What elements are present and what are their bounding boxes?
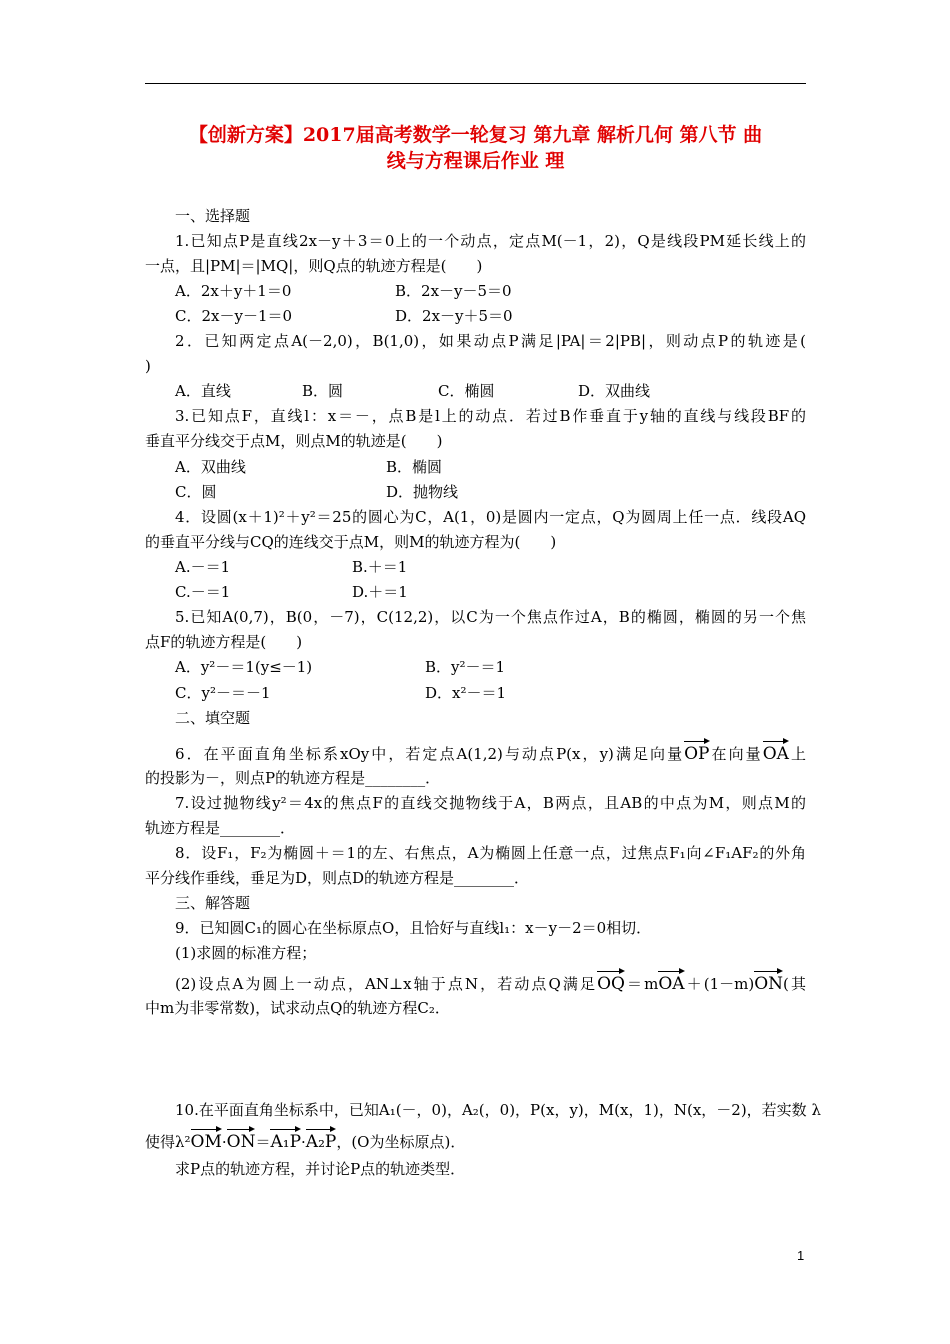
q3-option-a: A．双曲线 [175, 458, 246, 476]
q6-text-post: 上 [788, 745, 806, 763]
q2-line-1: 2．已知两定点A(－2,0)，B(1,0)，如果动点P满足|PA|＝2|PB|，则动点P的轨迹是( [175, 332, 806, 350]
q9-line-3: 中m为非零常数)，试求动点Q的轨迹方程C₂． [145, 999, 450, 1017]
q10-line-1: 10.在平面直角坐标系中，已知A₁(－，0)，A₂(，0)，P(x，y)，M(x，1)，N(x，－2)，若实数 λ [175, 1101, 821, 1119]
q4-option-d: D.＋＝1 [352, 583, 408, 601]
q10-line-3: 求P点的轨迹方程，并讨论P点的轨迹类型． [175, 1160, 466, 1178]
q9-text-pre: (2)设点A为圆上一动点，AN⊥x轴于点N，若动点Q满足 [175, 975, 598, 993]
q2-option-b: B．圆 [302, 382, 344, 400]
q2-line-2: ) [145, 357, 151, 375]
vector-on: ON [227, 1127, 256, 1154]
q5-option-a: A．y²－＝1(y≤－1) [175, 658, 313, 676]
q1-option-d: D．2x－y＋5＝0 [395, 307, 513, 325]
q8-line-2: 平分线作垂线，垂足为D，则点D的轨迹方程是________． [145, 869, 530, 887]
q6-line-2: 的投影为－，则点P的轨迹方程是________． [145, 769, 441, 787]
q1-line-1: 1.已知点P是直线2x－y＋3＝0上的一个动点，定点M(－1，2)，Q是线段PM延长线上的 [175, 232, 806, 250]
vector-oq: OQ [597, 969, 625, 996]
vector-a2p: A₂P [306, 1127, 337, 1154]
q1-option-c: C．2x－y－1＝0 [175, 307, 293, 325]
q4-option-c: C.－＝1 [175, 583, 231, 601]
page-number: 1 [797, 1248, 805, 1263]
q4-option-a: A.－＝1 [175, 558, 231, 576]
q4-line-1: 4．设圆(x＋1)²＋y²＝25的圆心为C，A(1，0)是圆内一定点，Q为圆周上任一点．线段AQ [175, 508, 806, 526]
q5-option-b: B．y²－＝1 [425, 658, 506, 676]
q2-option-d: D．双曲线 [578, 382, 651, 400]
q2-option-a: A．直线 [175, 382, 231, 400]
vector-oa: OA [763, 739, 789, 766]
q9-line-1: 9．已知圆C₁的圆心在坐标原点O，且恰好与直线l₁：x－y－2＝0相切． [175, 919, 652, 937]
q10-text-pre: 使得λ² [145, 1133, 191, 1151]
document-title [145, 122, 806, 174]
q9-text-eq: ＝m [624, 975, 659, 993]
q4-option-b: B.＋＝1 [352, 558, 408, 576]
q3-option-c: C．圆 [175, 483, 217, 501]
q1-option-a: A．2x＋y＋1＝0 [175, 282, 292, 300]
q9-text-plus: ＋(1－m) [684, 975, 755, 993]
q9-part-1: (1)求圆的标准方程； [175, 944, 317, 962]
q7-line-2: 轨迹方程是________． [145, 819, 296, 837]
q3-option-b: B．椭圆 [386, 458, 443, 476]
vector-oa: OA [658, 969, 684, 996]
q10-dot-1: · [221, 1133, 227, 1151]
vector-on: ON [754, 969, 783, 996]
q6-line-1 [145, 739, 806, 766]
q5-option-c: C．y²－＝－1 [175, 684, 271, 702]
section-heading-answer: 三、解答题 [175, 894, 251, 912]
section-heading-choice: 一、选择题 [175, 207, 251, 225]
q3-option-d: D．抛物线 [386, 483, 459, 501]
title-line-2: 线与方程课后作业 理 [386, 150, 565, 172]
title-line-1: 【创新方案】2017届高考数学一轮复习 第九章 解析几何 第八节 曲 [188, 124, 763, 146]
q9-text-post: (其 [783, 975, 806, 993]
vector-om: OM [191, 1127, 222, 1154]
q2-option-c: C．椭圆 [438, 382, 495, 400]
q4-line-2: 的垂直平分线与CQ的连线交于点M，则M的轨迹方程为( ) [145, 533, 557, 551]
q3-line-2: 垂直平分线交于点M，则点M的轨迹是( ) [145, 432, 443, 450]
q10-dot-2: · [301, 1133, 306, 1151]
header-rule [145, 83, 806, 84]
q1-line-2: 一点，且|PM|＝|MQ|，则Q点的轨迹方程是( ) [145, 257, 483, 275]
q6-text-mid: 在向量 [709, 745, 763, 763]
q10-line-2 [145, 1127, 806, 1154]
q1-option-b: B．2x－y－5＝0 [395, 282, 512, 300]
q7-line-1: 7.设过抛物线y²＝4x的焦点F的直线交抛物线于A，B两点，且AB的中点为M，则点M的 [175, 794, 806, 812]
q6-text-pre: 6．在平面直角坐标系xOy中，若定点A(1,2)与动点P(x，y)满足向量 [175, 745, 685, 763]
section-heading-fill: 二、填空题 [175, 709, 251, 727]
q3-line-1: 3.已知点F，直线l：x＝－，点B是l上的动点．若过B作垂直于y轴的直线与线段BF的 [175, 407, 806, 425]
q5-line-1: 5.已知A(0,7)，B(0，－7)，C(12,2)，以C为一个焦点作过A，B的椭圆，椭圆的另一个焦 [175, 608, 806, 626]
q8-line-1: 8．设F₁，F₂为椭圆＋＝1的左、右焦点，A为椭圆上任意一点，过焦点F₁向∠F₁AF₂的外角 [175, 844, 806, 862]
vector-op: OP [684, 739, 709, 766]
q5-option-d: D．x²－＝1 [425, 684, 507, 702]
q5-line-2: 点F的轨迹方程是( ) [145, 633, 303, 651]
q9-part-2 [145, 969, 806, 996]
q10-text-post: ，(O为坐标原点)． [336, 1133, 466, 1151]
q10-text-eq: ＝ [255, 1133, 271, 1151]
vector-a1p: A₁P [270, 1127, 301, 1154]
